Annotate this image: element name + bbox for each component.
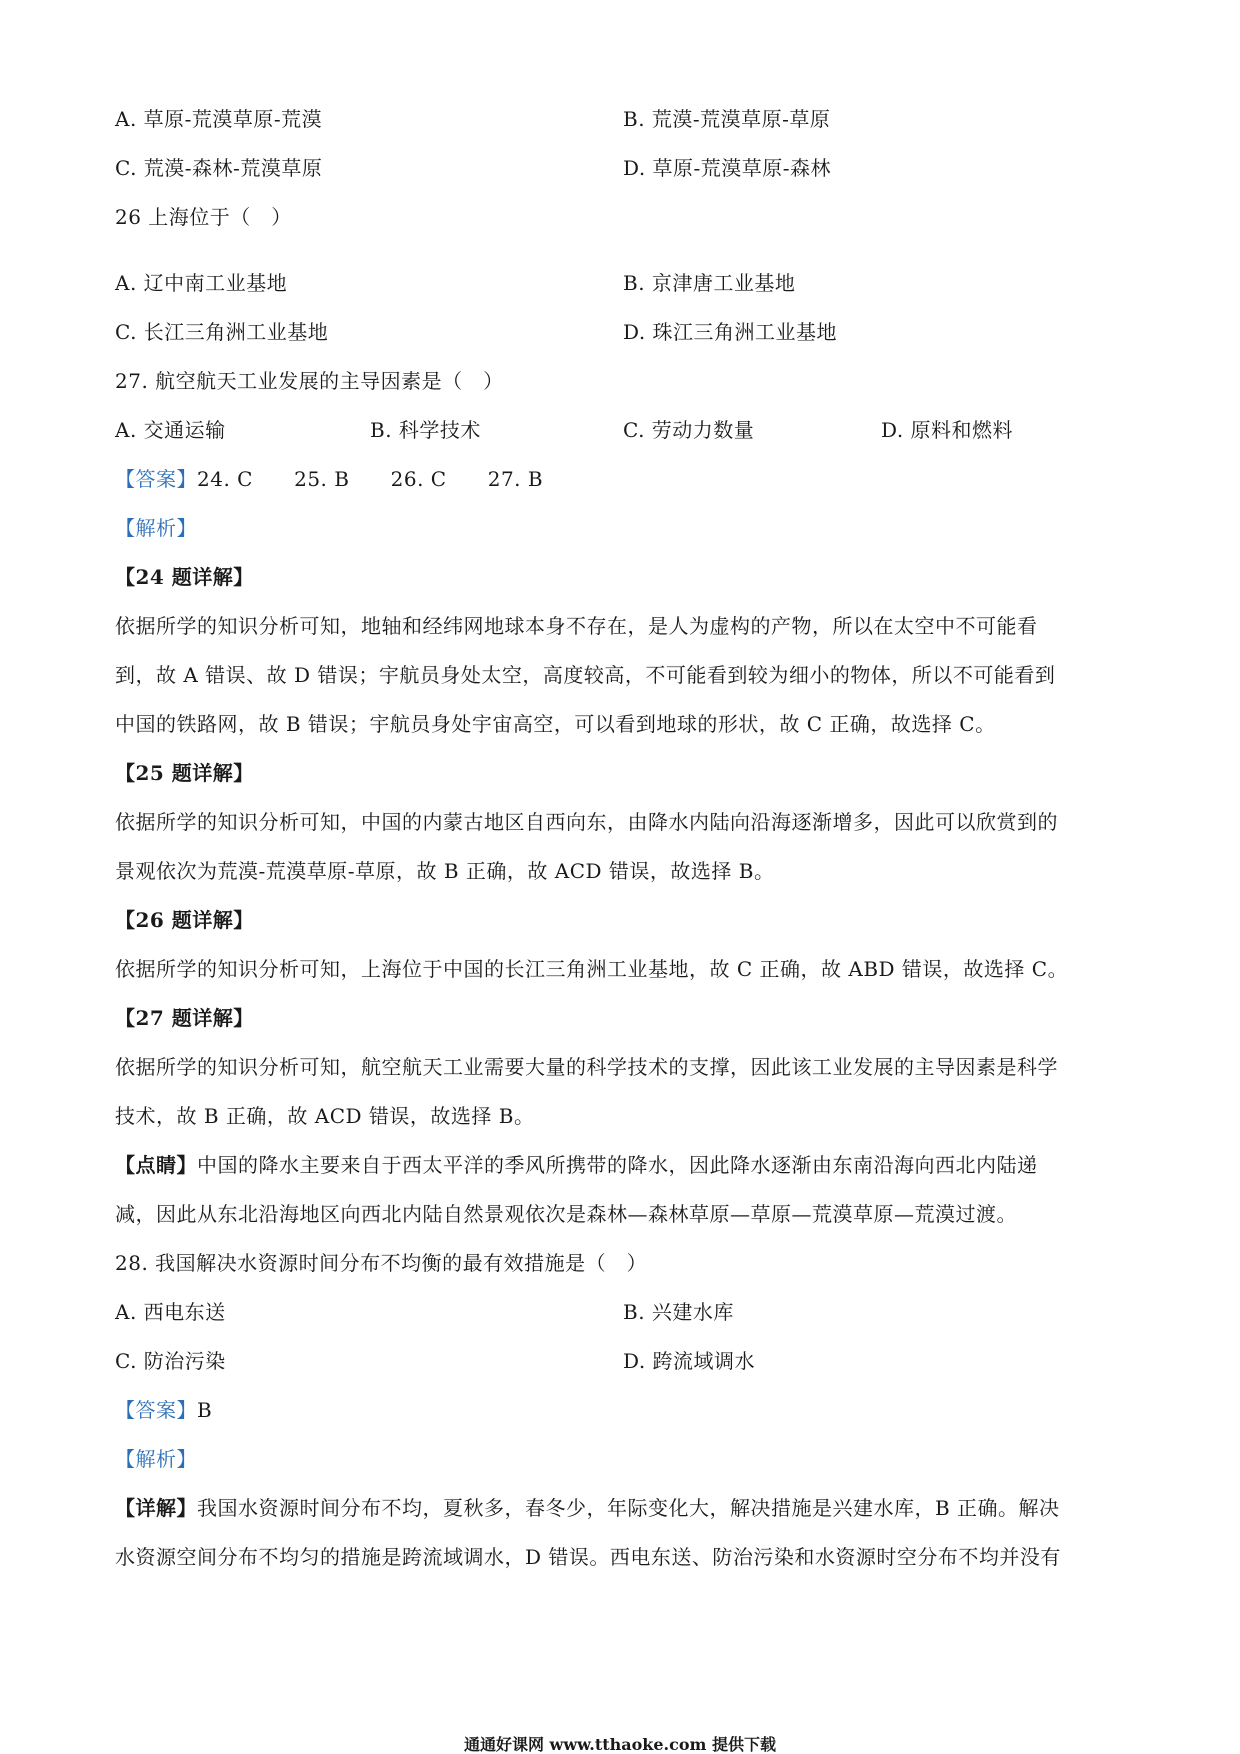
option-25-a: A. 草原-荒漠草原-荒漠	[115, 107, 323, 131]
question-28: 28. 我国解决水资源时间分布不均衡的最有效措施是（ ）	[115, 1251, 648, 1275]
detail-24-line-1: 依据所学的知识分析可知，地轴和经纬网地球本身不存在，是人为虚构的产物，所以在太空中不可能看	[115, 614, 1038, 638]
answer-label-28: 【答案】	[115, 1398, 197, 1422]
answer-label: 【答案】	[115, 467, 197, 491]
analysis-label-28: 【解析】	[115, 1447, 197, 1471]
answer-value-28: B	[197, 1398, 213, 1422]
answer-line-28	[115, 1396, 212, 1424]
option-26-a: A. 辽中南工业基地	[115, 271, 288, 295]
option-27-d: D. 原料和燃料	[881, 418, 1014, 442]
detail-25-line-1: 依据所学的知识分析可知，中国的内蒙古地区自西向东，由降水内陆向沿海逐渐增多，因此可以欣赏到的	[115, 810, 1058, 834]
option-25-b: B. 荒漠-荒漠草原-草原	[623, 107, 831, 131]
option-28-d: D. 跨流域调水	[623, 1349, 756, 1373]
answer-values: 24. C 25. B 26. C 27. B	[197, 467, 544, 491]
detail-28-line-1	[115, 1494, 1060, 1522]
tip-text-1: 中国的降水主要来自于西太平洋的季风所携带的降水，因此降水逐渐由东南沿海向西北内陆递	[197, 1153, 1038, 1177]
option-28-b: B. 兴建水库	[623, 1300, 734, 1324]
option-26-c: C. 长江三角洲工业基地	[115, 320, 329, 344]
option-28-c: C. 防治污染	[115, 1349, 226, 1373]
detail-28-line-2: 水资源空间分布不均匀的措施是跨流域调水，D 错误。西电东送、防治污染和水资源时空分布不均并没有	[115, 1545, 1061, 1569]
question-27: 27. 航空航天工业发展的主导因素是（ ）	[115, 369, 504, 393]
option-25-c: C. 荒漠-森林-荒漠草原	[115, 156, 323, 180]
analysis-label: 【解析】	[115, 516, 197, 540]
detail-26-line-1: 依据所学的知识分析可知，上海位于中国的长江三角洲工业基地，故 C 正确，故 ABD 错误，故选择 C。	[115, 957, 1069, 981]
detail-27-line-1: 依据所学的知识分析可知，航空航天工业需要大量的科学技术的支撑，因此该工业发展的主导因素是科学	[115, 1055, 1058, 1079]
detail-27-title: 【27 题详解】	[115, 1006, 254, 1030]
detail-24-title: 【24 题详解】	[115, 565, 254, 589]
answer-line-24-27	[115, 465, 543, 493]
option-28-a: A. 西电东送	[115, 1300, 226, 1324]
page-footer: 通通好课网 www.tthaoke.com 提供下载	[463, 1735, 777, 1754]
option-27-b: B. 科学技术	[370, 418, 481, 442]
detail-25-line-2: 景观依次为荒漠-荒漠草原-草原，故 B 正确，故 ACD 错误，故选择 B。	[115, 859, 775, 883]
detail-28-text-1: 我国水资源时间分布不均，夏秋多，春冬少，年际变化大，解决措施是兴建水库，B 正确。解决	[197, 1496, 1060, 1520]
tip-label: 【点睛】	[115, 1153, 197, 1177]
option-25-d: D. 草原-荒漠草原-森林	[623, 156, 832, 180]
question-26: 26 上海位于（ ）	[115, 205, 292, 229]
detail-24-line-3: 中国的铁路网，故 B 错误；宇航员身处宇宙高空，可以看到地球的形状，故 C 正确，故选择 C。	[115, 712, 996, 736]
detail-28-label: 【详解】	[115, 1496, 197, 1520]
detail-24-line-2: 到，故 A 错误、故 D 错误；宇航员身处太空，高度较高，不可能看到较为细小的物体，所以不可能看到	[115, 663, 1056, 687]
detail-25-title: 【25 题详解】	[115, 761, 254, 785]
option-27-c: C. 劳动力数量	[623, 418, 755, 442]
option-27-a: A. 交通运输	[115, 418, 226, 442]
option-26-d: D. 珠江三角洲工业基地	[623, 320, 838, 344]
detail-27-line-2: 技术，故 B 正确，故 ACD 错误，故选择 B。	[115, 1104, 535, 1128]
detail-26-title: 【26 题详解】	[115, 908, 254, 932]
option-26-b: B. 京津唐工业基地	[623, 271, 796, 295]
tip-line-2: 减，因此从东北沿海地区向西北内陆自然景观依次是森林—森林草原—草原—荒漠草原—荒漠过渡。	[115, 1202, 1017, 1226]
tip-line-1	[115, 1151, 1038, 1179]
